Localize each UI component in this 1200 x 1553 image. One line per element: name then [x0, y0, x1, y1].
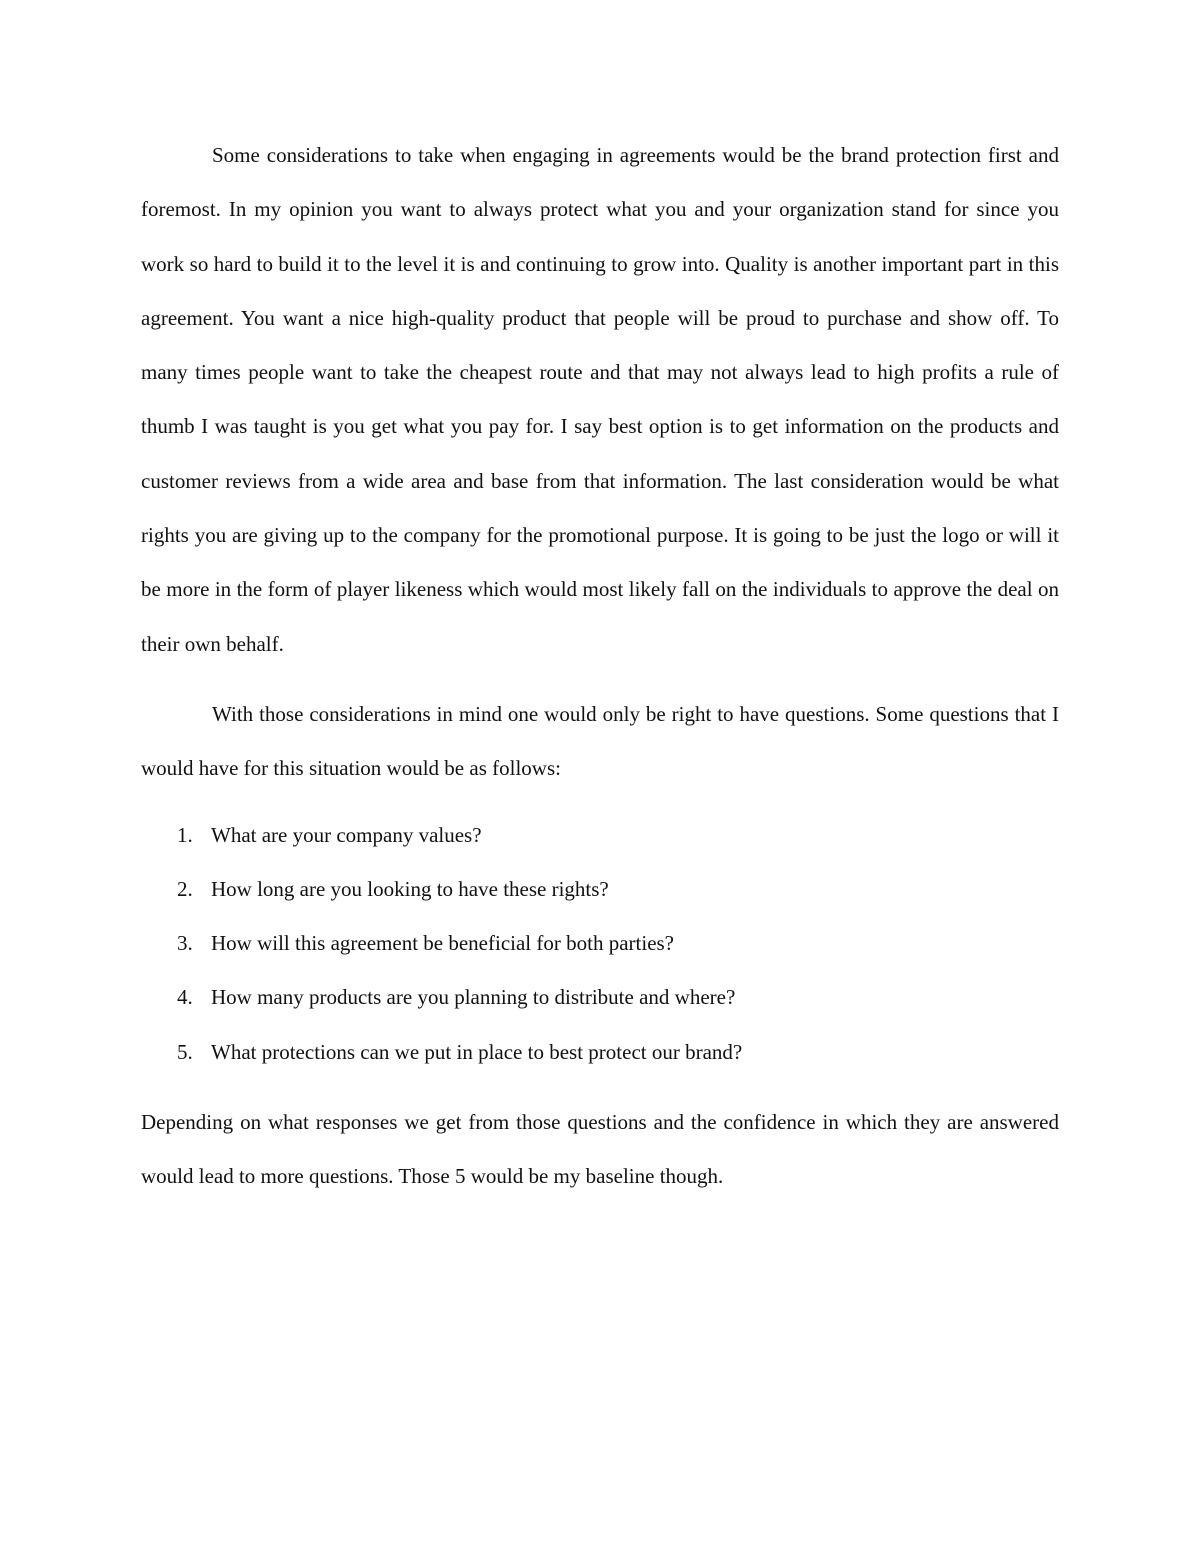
list-item-text: How many products are you planning to distribute and where? [211, 985, 736, 1010]
list-item [141, 1025, 1059, 1079]
list-item [141, 916, 1059, 970]
list-item [141, 970, 1059, 1024]
paragraph-questions-intro: With those considerations in mind one would only be right to have questions. Some questions that I would have for this situation would be as follows: [141, 701, 1059, 781]
document-body [141, 128, 1059, 1204]
paragraph-closing: Depending on what responses we get from those questions and the confidence in which they are answered would lead to more questions. Those 5 would be my baseline though. [141, 1110, 1059, 1189]
list-item-text: What protections can we put in place to best protect our brand? [211, 1039, 743, 1064]
list-item-text: How will this agreement be beneficial for both parties? [211, 931, 675, 956]
list-item-number: 1. [177, 822, 193, 847]
list-item-number: 2. [177, 876, 193, 901]
list-item-text: How long are you looking to have these rights? [211, 876, 609, 901]
list-item [141, 862, 1059, 916]
paragraph-considerations: Some considerations to take when engaging in agreements would be the brand protection first and foremost. In my opinion you want to always protect what you and your organization stand for since you work so hard to build it to the level it is and continuing to grow into. Quality is another important part in this agreement. You want a nice high-quality product that people will be proud to purchase and show off. To many times people want to take the cheapest route and that may not always lead to high profits a rule of thumb I was taught is you get what you pay for. I say best option is to get information on the products and customer reviews from a wide area and base from that information. The last consideration would be what rights you are giving up to the company for the promotional purpose. It is going to be just the logo or will it be more in the form of player likeness which would most likely fall on the individuals to approve the deal on their own behalf. [141, 143, 1059, 656]
list-item-text: What are your company values? [211, 822, 482, 847]
questions-list [141, 808, 1059, 1079]
list-item-number: 3. [177, 931, 193, 956]
list-item [141, 808, 1059, 862]
list-item-number: 5. [177, 1039, 193, 1064]
list-item-number: 4. [177, 985, 193, 1010]
